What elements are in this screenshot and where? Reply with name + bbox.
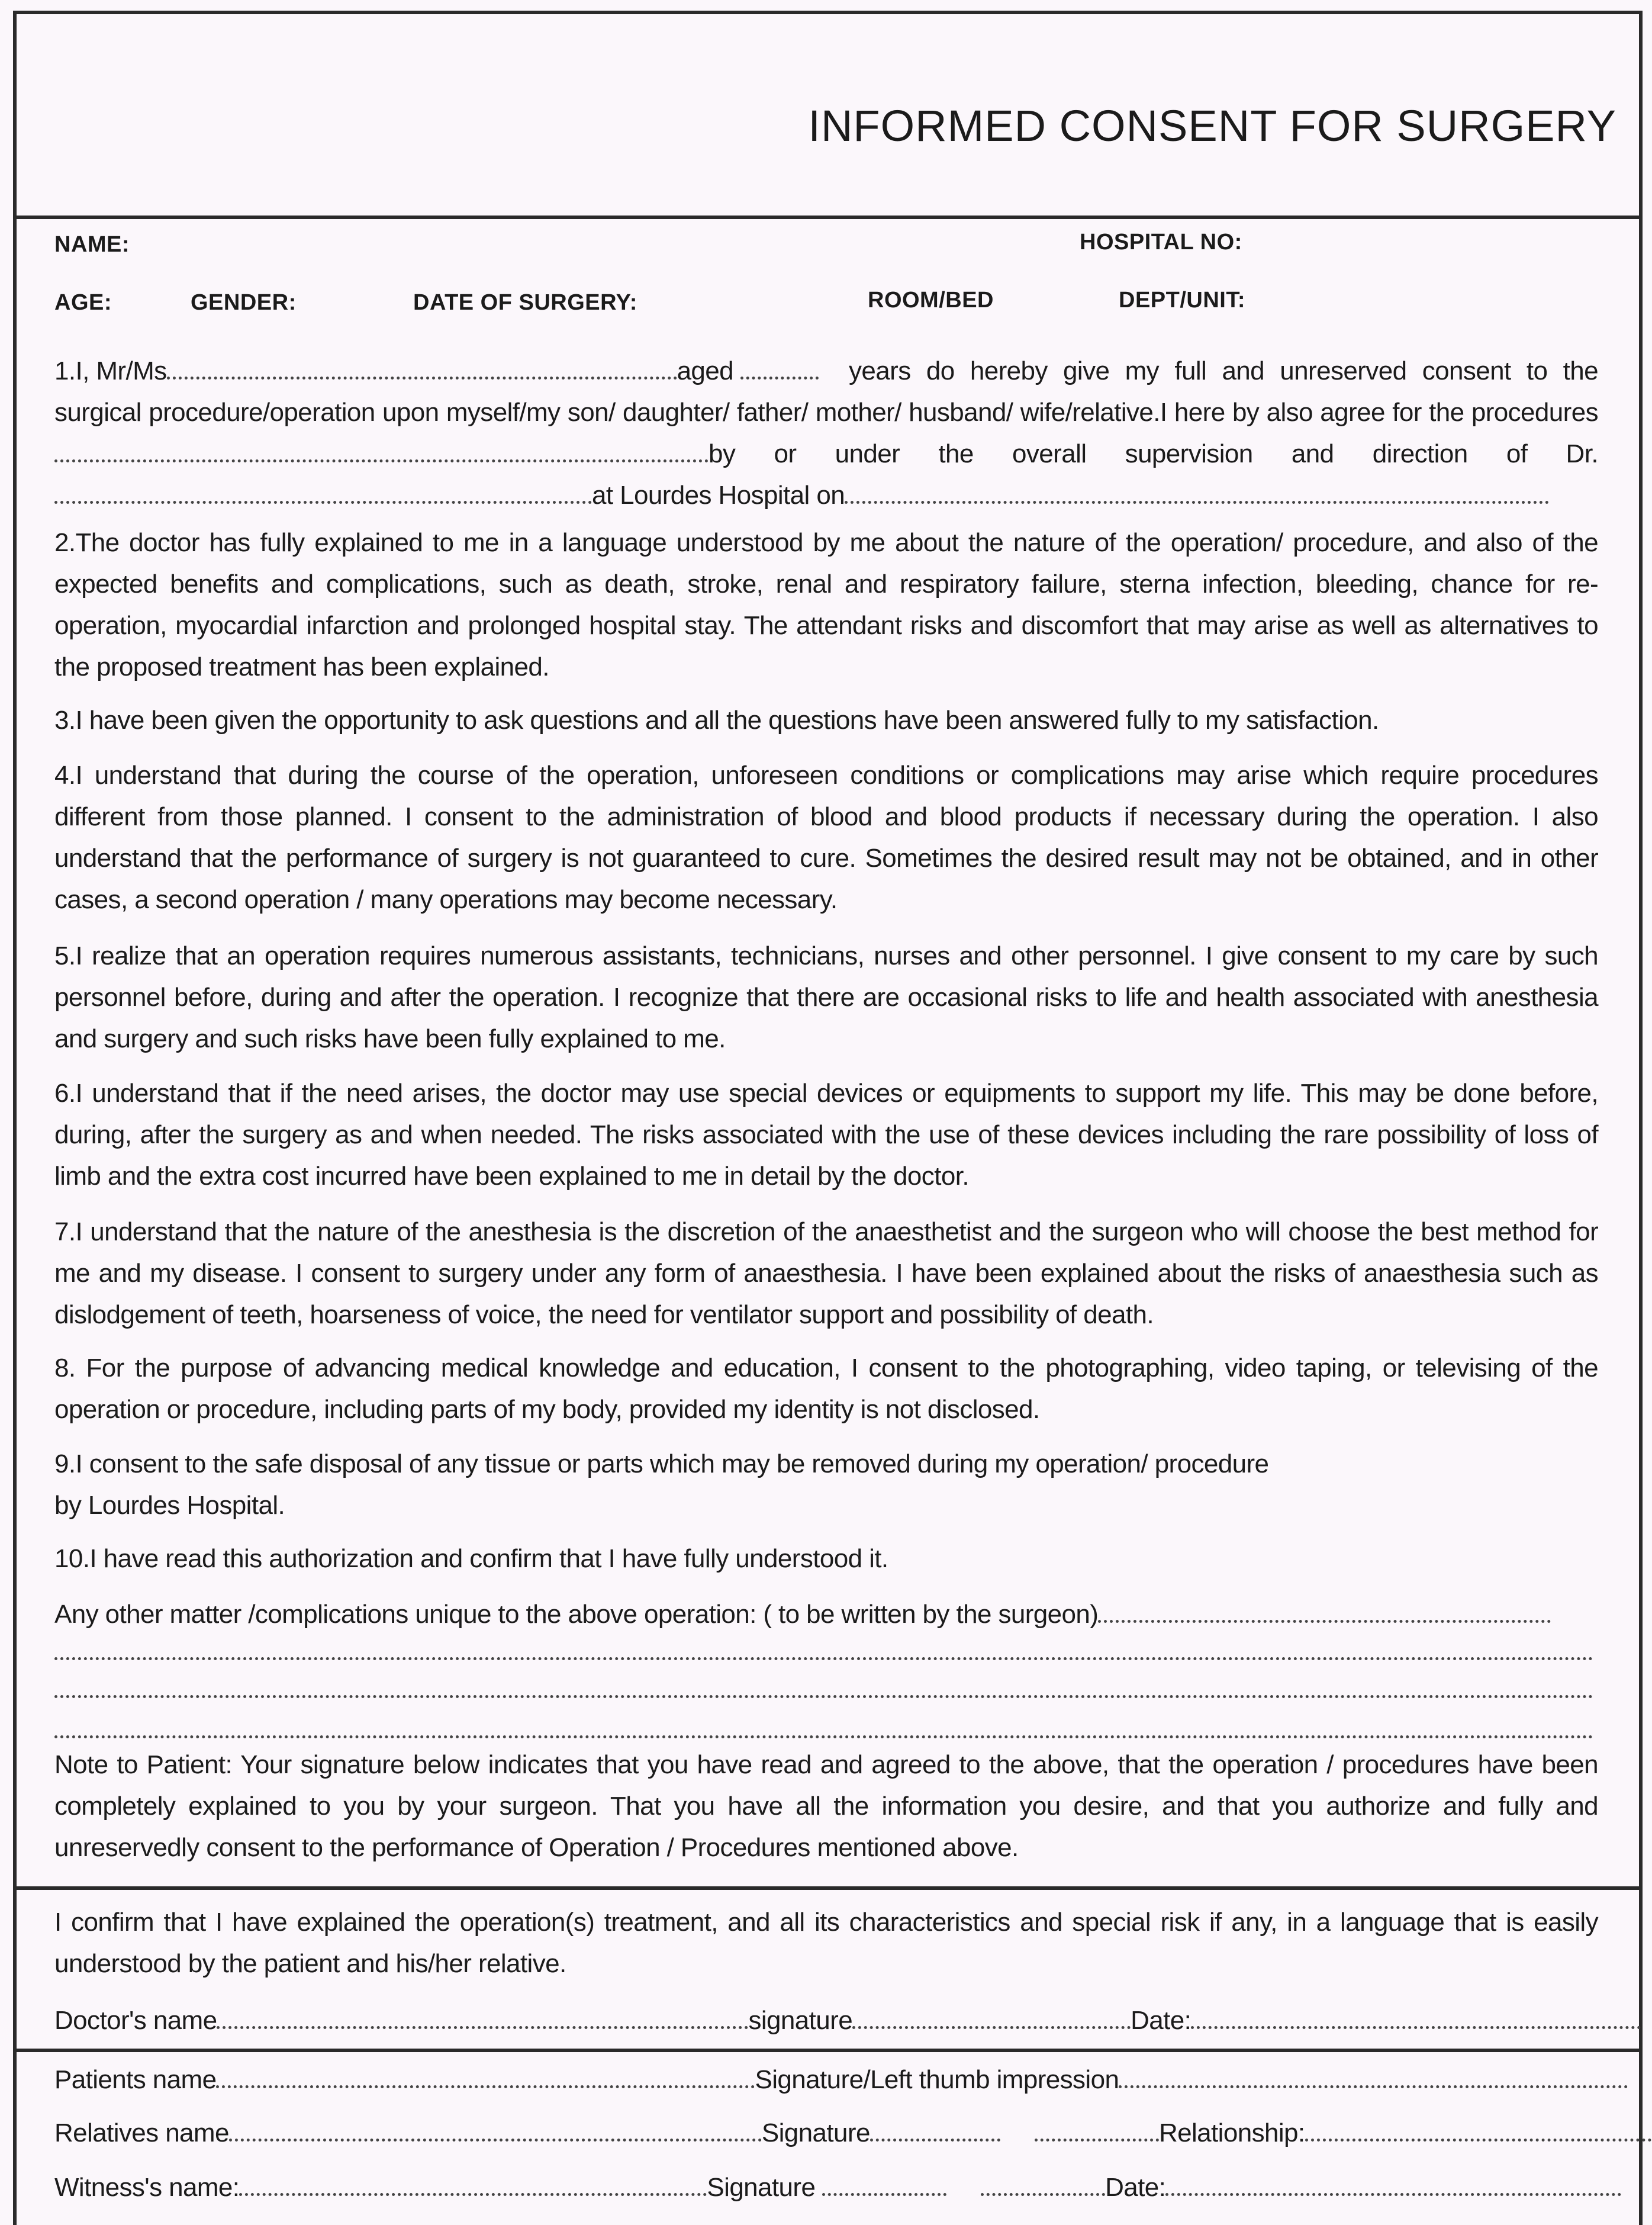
clause-8: 8. For the purpose of advancing medical knowledge and education, I consent to the photographing, video taping, or televising of the operation or procedure, including parts of my body, provided my identity is not disclosed. — [54, 1353, 1598, 1424]
patient-section-divider — [13, 2049, 1643, 2052]
clause-1-text: years do hereby give my full and unreserved consent to the surgical procedure/operation upon myself/my son/ daughter/ father/ mother/ husband/ wife/relative.I here by also agree for the proceduresby or under the overall supervision and direction of Dr.at Lourdes Hospital on — [54, 356, 1598, 510]
doctor-section-divider — [13, 1886, 1643, 1890]
hospital-no-label: HOSPITAL NO: — [1080, 230, 1242, 255]
relationship-blank[interactable] — [1305, 2115, 1652, 2142]
doctor-date-blank[interactable] — [1191, 2002, 1641, 2029]
relative-name-blank[interactable] — [229, 2115, 762, 2142]
witness-signature-blank-b[interactable] — [981, 2169, 1105, 2196]
other-matter-blank-2[interactable] — [54, 1657, 1593, 1660]
other-matter-blank-1[interactable] — [1098, 1596, 1551, 1623]
procedure-blank[interactable] — [54, 436, 709, 462]
clause-7: 7.I understand that the nature of the anesthesia is the discretion of the anaesthetist and the surgeon who will choose the best method for me and my disease. I consent to surgery under any form of anaesthesia. I have been explained about the risks of anaesthesia such as dislodgement of teeth, hoarseness of voice, the need for ventilator support and possibility of death. — [54, 1217, 1598, 1329]
patient-signature-blank[interactable] — [1119, 2062, 1628, 2088]
header-divider — [13, 216, 1643, 219]
age-label: AGE: — [54, 290, 112, 315]
clause-9-line-2: by Lourdes Hospital. — [54, 1491, 285, 1520]
doctor-name-blank[interactable] — [217, 2002, 748, 2029]
doctor-signature-row: Doctor's name signature Date: — [54, 2000, 1598, 2041]
gender-label: GENDER: — [191, 290, 297, 315]
room-bed-label: ROOM/BED — [868, 288, 994, 313]
relative-signature-blank-b[interactable] — [1035, 2115, 1159, 2142]
witness-signature-blank-a[interactable] — [822, 2169, 946, 2196]
clause-6: 6.I understand that if the need arises, the doctor may use special devices or equipments to support my life. This may be done before, during, after the surgery as and when needed. The risks associated with the use of these devices including the rare possibility of loss of limb and the extra cost incurred have been explained to me in detail by the doctor. — [54, 1079, 1598, 1191]
other-matter-line: Any other matter /complications unique to the above operation: ( to be written by the surgeon) — [54, 1594, 1598, 1635]
other-matter-blank-3[interactable] — [54, 1695, 1593, 1698]
form-title: INFORMED CONSENT FOR SURGERY — [808, 101, 1616, 150]
patient-name-field[interactable] — [216, 2062, 755, 2088]
note-to-patient: Note to Patient: Your signature below indicates that you have read and agreed to the above, that the operation / procedures have been completely explained to you by your surgeon. That you have all the information you desire, and that you authorize and fully and unreservedly consent to the performance of Operation / Procedures mentioned above. — [54, 1750, 1598, 1862]
witness-name-blank[interactable] — [239, 2169, 707, 2196]
witness-date-blank[interactable] — [1165, 2169, 1621, 2196]
relative-signature-row: Relatives name Signature Relationship: — [54, 2113, 1598, 2154]
date-blank[interactable] — [845, 477, 1549, 504]
relative-signature-blank-a[interactable] — [870, 2115, 1000, 2142]
clause-5: 5.I realize that an operation requires numerous assistants, technicians, nurses and other personnel. I give consent to my care by such personnel before, during and after the operation. I recognize that there are occasional risks to life and health associated with anesthesia and surgery and such risks have been fully explained to me. — [54, 941, 1598, 1053]
date-of-surgery-label: DATE OF SURGERY: — [413, 290, 637, 315]
patient-signature-row: Patients name Signature/Left thumb impression — [54, 2059, 1598, 2101]
clause-1-line-1: 1.I, Mr/Ms aged — [54, 351, 1598, 392]
clause-10: 10.I have read this authorization and confirm that I have fully understood it. — [54, 1544, 888, 1573]
dept-unit-label: DEPT/UNIT: — [1119, 288, 1245, 313]
witness-signature-row: Witness's name: Signature Date: — [54, 2167, 1598, 2208]
doctor-blank[interactable] — [54, 477, 592, 504]
name-label: NAME: — [54, 232, 130, 257]
other-matter-blank-4[interactable] — [54, 1735, 1593, 1738]
doctor-signature-blank[interactable] — [852, 2002, 1131, 2029]
clause-9-line-1: 9.I consent to the safe disposal of any tissue or parts which may be removed during my operation/ procedure — [54, 1449, 1269, 1478]
clause-2: 2.The doctor has fully explained to me in a language understood by me about the nature of the operation/ procedure, and also of the expected benefits and complications, such as death, stroke, renal and respiratory failure, sterna infection, bleeding, chance for re-operation, myocardial infarction and prolonged hospital stay. The attendant risks and discomfort that may arise as well as alternatives to the proposed treatment has been explained. — [54, 528, 1598, 681]
doctor-confirmation: I confirm that I have explained the operation(s) treatment, and all its characteristics and special risk if any, in a language that is easily understood by the patient and his/her relative. — [54, 1908, 1598, 1978]
clause-3: 3.I have been given the opportunity to ask questions and all the questions have been answered fully to my satisfaction. — [54, 706, 1379, 735]
clause-4: 4.I understand that during the course of the operation, unforeseen conditions or complications may arise which require procedures different from those planned. I consent to the administration of blood and blood products if necessary during the operation. I also understand that the performance of surgery is not guaranteed to cure. Sometimes the desired result may not be obtained, and in other cases, a second operation / many operations may become necessary. — [54, 761, 1598, 914]
